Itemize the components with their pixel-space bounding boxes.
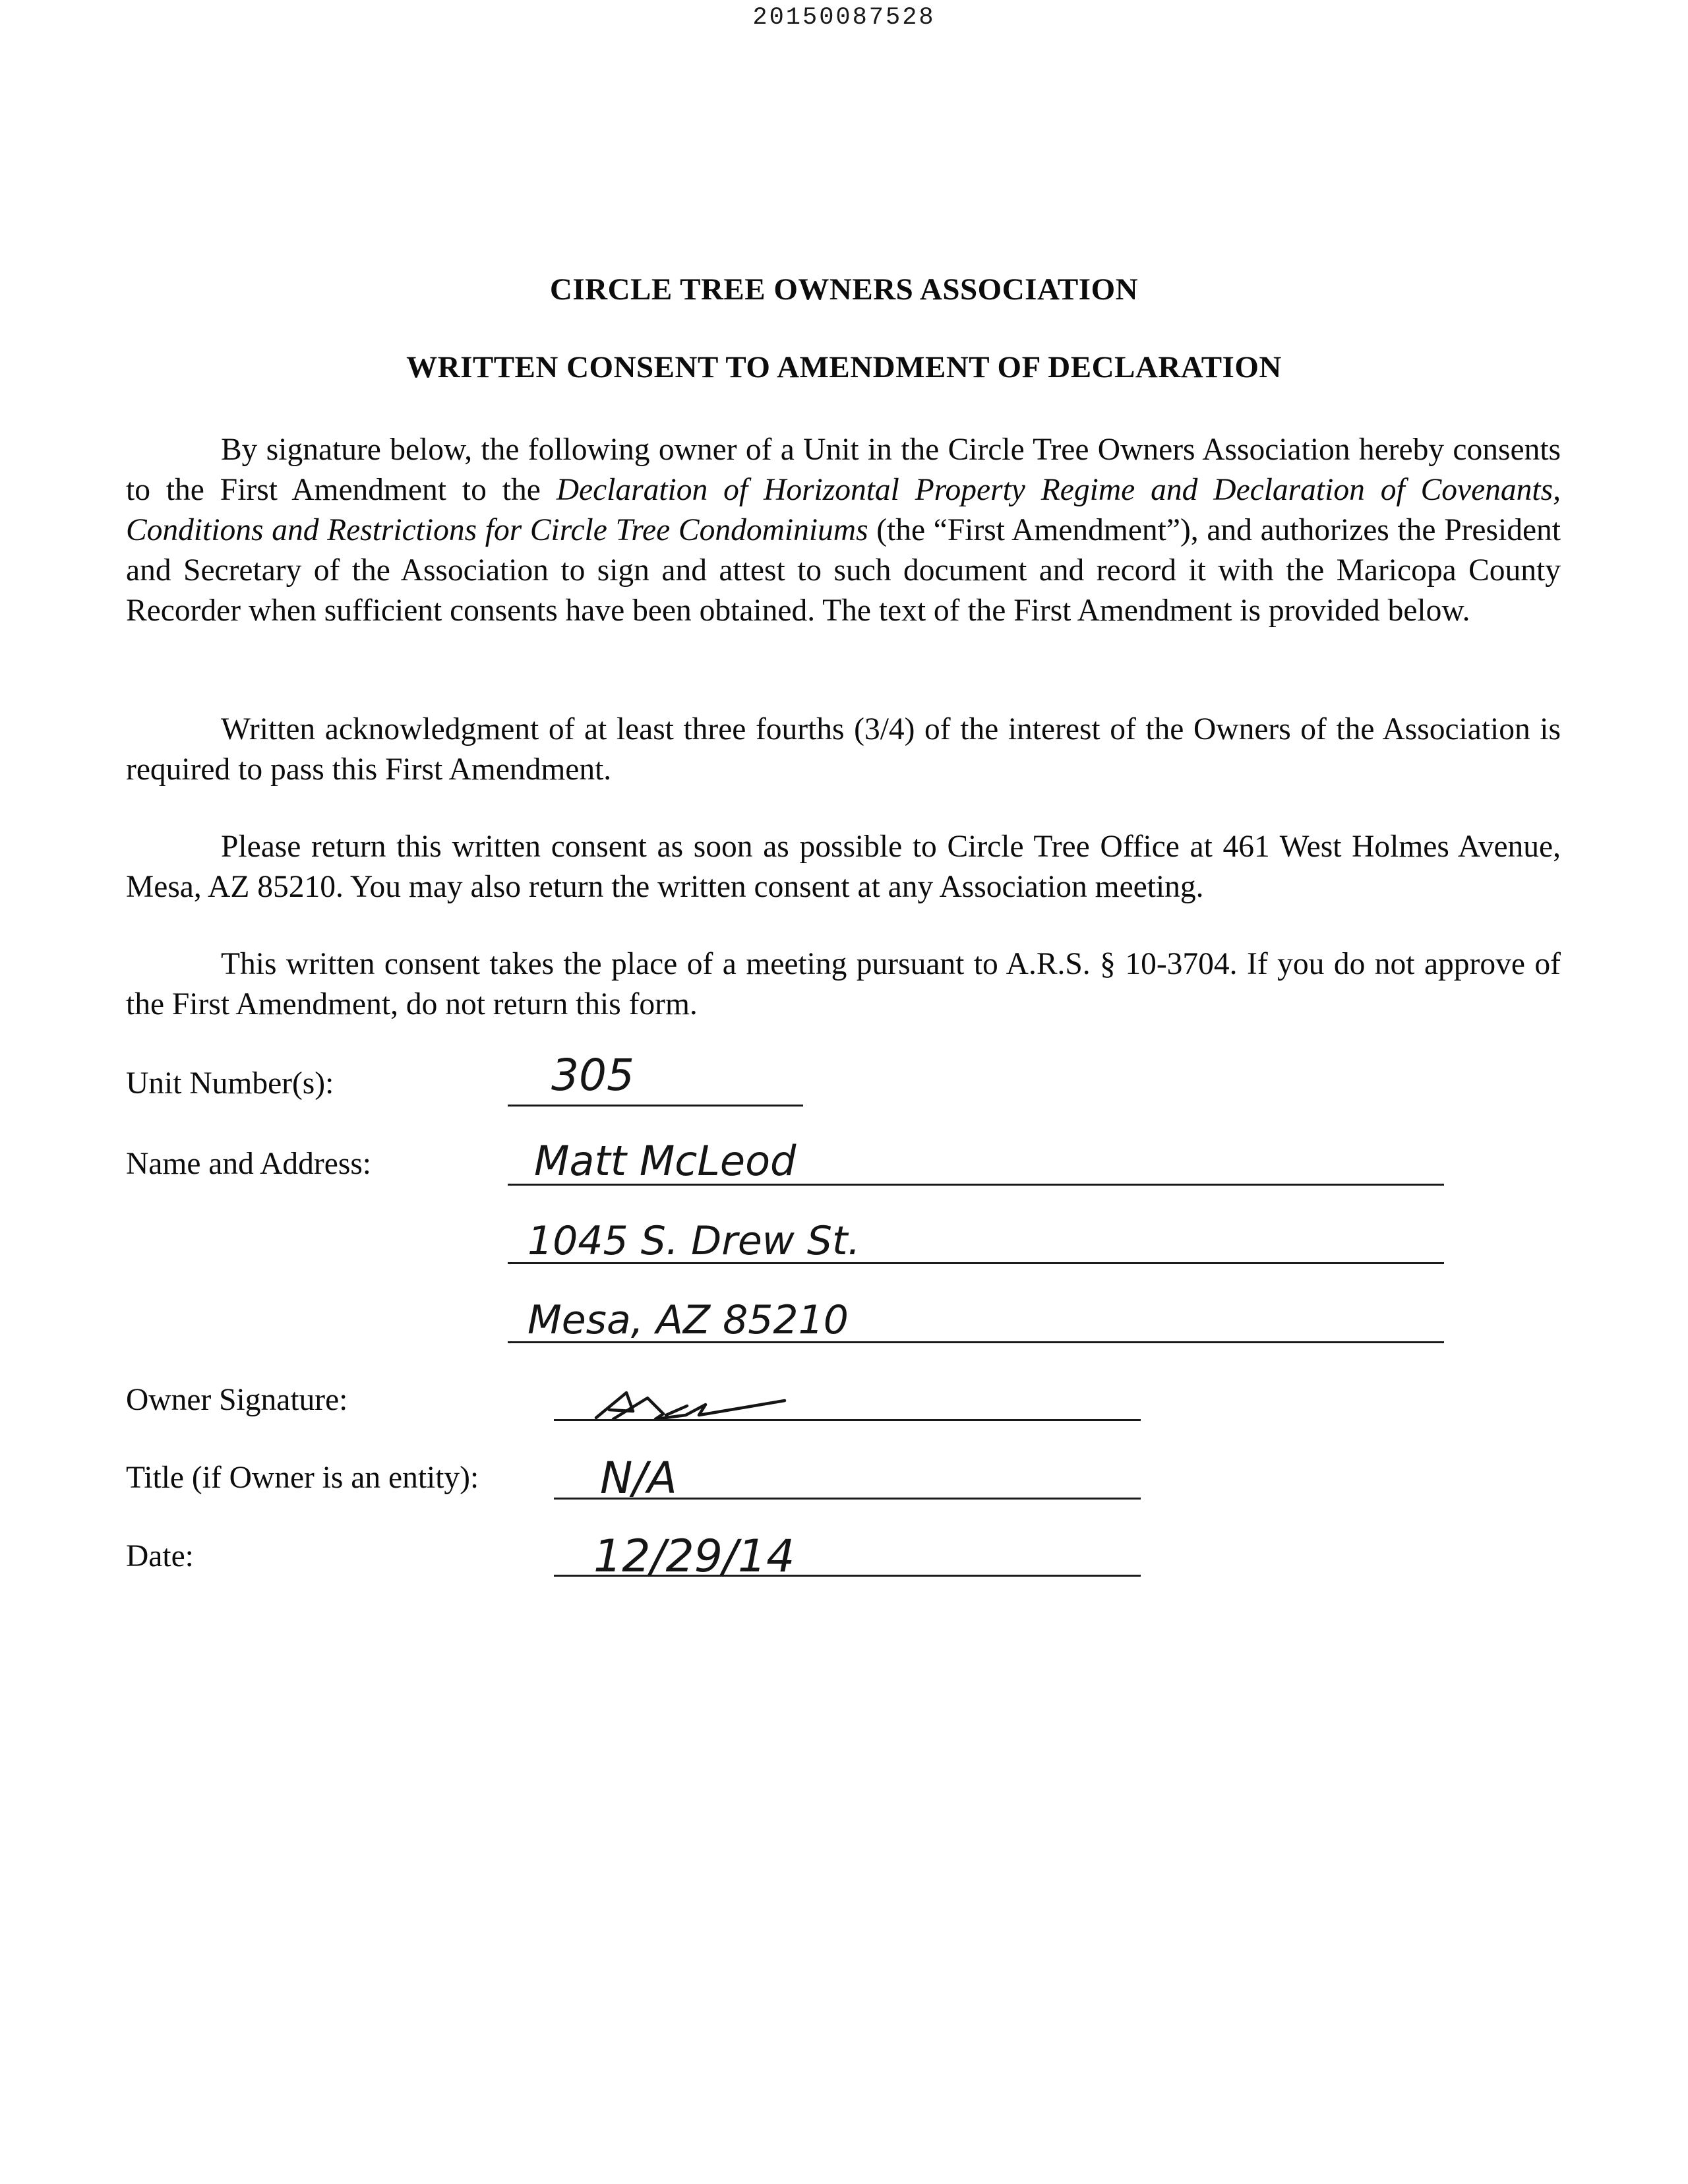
consent-paragraph — [126, 430, 1561, 631]
recording-number: 20150087528 — [752, 4, 936, 32]
acknowledgment-text: Written acknowledgment of at least three fourths (3/4) of the interest of the Owners of the Association is required to pass this First Amendment. — [126, 712, 1561, 787]
return-instructions-paragraph — [126, 827, 1561, 907]
meeting-substitute-paragraph — [126, 944, 1561, 1025]
entity-title-label: Title (if Owner is an entity): — [126, 1461, 479, 1495]
return-instructions-text: Please return this written consent as soon as possible to Circle Tree Office at 461 West Holmes Avenue, Mesa, AZ 85210. You may also return the written consent at any Association meeting. — [126, 830, 1561, 904]
declaration-title: Declaration of Horizontal Property Regime and Declaration of Covenants, Conditions and Restrictions for Circle Tree Condominiums — [126, 473, 1561, 547]
entity-title-value[interactable] — [593, 1444, 765, 1503]
association-title: CIRCLE TREE OWNERS ASSOCIATION — [549, 272, 1139, 307]
owner-name-value[interactable] — [528, 1129, 897, 1188]
address-line2-value[interactable] — [521, 1286, 1022, 1345]
address-line2-line — [508, 1341, 1444, 1343]
name-address-label: Name and Address: — [126, 1147, 371, 1181]
address-line1-line — [508, 1262, 1444, 1264]
svg-text:N/A: N/A — [600, 1453, 677, 1503]
date-line — [554, 1575, 1141, 1577]
acknowledgment-paragraph — [126, 710, 1561, 790]
entity-title-line — [554, 1498, 1141, 1500]
svg-text:1045 S. Drew St.: 1045 S. Drew St. — [528, 1218, 860, 1264]
consent-paragraph-text-b: (the “First Amendment”), and authorizes the President and Secretary of the Association to sign and attest to such document and record it with the Maricopa County Recorder when sufficient consents have been obtained. The text of the First Amendment is provided below. — [126, 513, 1561, 628]
form-title: WRITTEN CONSENT TO AMENDMENT OF DECLARATION — [406, 350, 1282, 384]
address-line1-value[interactable] — [521, 1208, 1022, 1267]
unit-number-value[interactable] — [547, 1045, 666, 1105]
meeting-substitute-text: This written consent takes the place of a meeting pursuant to A.R.S. § 10-3704. If you do not approve of the First Amendment, do not return this form. — [126, 947, 1561, 1021]
owner-signature-label: Owner Signature: — [126, 1383, 348, 1417]
owner-signature-line — [554, 1419, 1141, 1421]
unit-number-line — [508, 1105, 803, 1107]
svg-text:12/29/14: 12/29/14 — [593, 1531, 795, 1583]
svg-text:305: 305 — [551, 1050, 634, 1101]
owner-signature-scribble[interactable] — [587, 1378, 811, 1431]
unit-number-label: Unit Number(s): — [126, 1066, 334, 1101]
owner-name-line — [508, 1184, 1444, 1186]
consent-paragraph-text-a: By signature below, the following owner of a Unit in the Circle Tree Owners Association hereby consents to the First Amendment to the — [126, 433, 1561, 507]
svg-text:Matt McLeod: Matt McLeod — [534, 1137, 797, 1185]
svg-text:Mesa, AZ 85210: Mesa, AZ 85210 — [528, 1297, 849, 1343]
date-label: Date: — [126, 1539, 194, 1573]
